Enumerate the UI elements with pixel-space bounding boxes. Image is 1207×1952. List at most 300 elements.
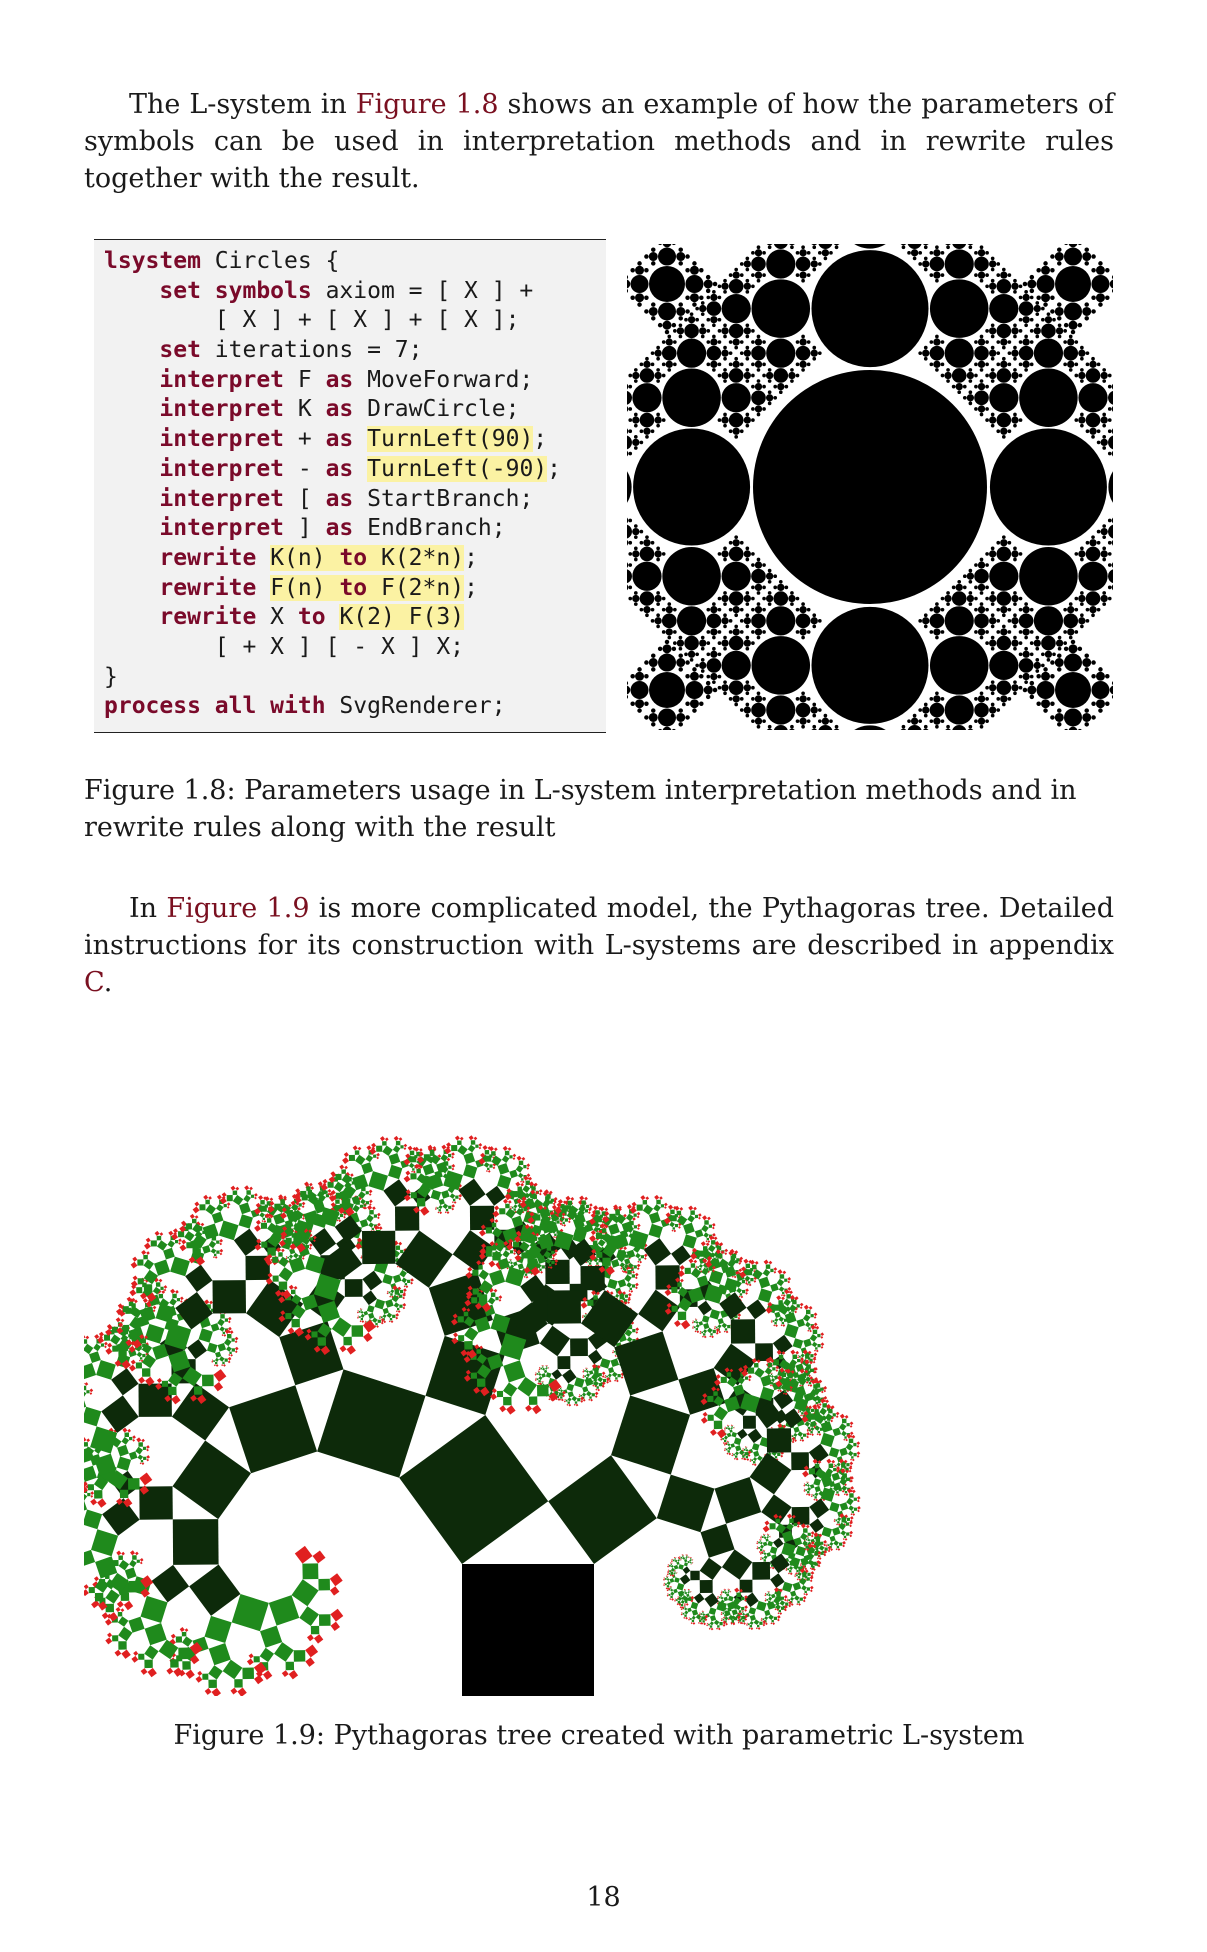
circle-mark <box>913 714 917 718</box>
tree-square <box>586 1370 589 1373</box>
circle-mark <box>989 350 996 357</box>
tree-square <box>180 1297 184 1301</box>
tree-square <box>393 1145 401 1153</box>
circle-mark <box>766 394 773 401</box>
tree-square <box>620 1295 625 1300</box>
circle-mark <box>1041 307 1045 311</box>
tree-square <box>163 1248 175 1260</box>
tree-square <box>216 1241 219 1244</box>
tree-square <box>121 1608 125 1612</box>
tree-square <box>525 1274 527 1276</box>
circle-mark <box>768 245 772 249</box>
tree-square <box>803 1339 812 1348</box>
tree-square <box>458 1179 485 1206</box>
tree-square <box>559 1392 562 1395</box>
tree-square <box>365 1321 366 1322</box>
circle-mark <box>1030 275 1035 280</box>
tree-square <box>618 1279 627 1288</box>
circle-mark <box>746 257 750 261</box>
tree-square <box>692 1322 694 1324</box>
circle-mark <box>941 608 945 612</box>
code-token <box>104 367 159 393</box>
tree-square <box>145 1324 165 1344</box>
circle-mark <box>796 703 811 718</box>
tree-square <box>722 1438 724 1440</box>
circle-mark <box>779 580 783 584</box>
circle-mark <box>634 591 638 595</box>
circle-mark <box>773 591 788 606</box>
tree-square <box>144 1645 158 1659</box>
tree-square <box>182 1661 191 1670</box>
tree-square <box>431 1190 442 1201</box>
circle-mark <box>922 729 929 730</box>
tree-square <box>794 1427 800 1433</box>
tree-square <box>749 1284 752 1287</box>
circle-mark <box>945 695 974 724</box>
circle-mark <box>723 323 727 327</box>
circle-mark <box>1097 363 1101 367</box>
circle-mark <box>701 312 705 316</box>
tree-square <box>734 1458 736 1460</box>
tree-square <box>563 1224 566 1227</box>
circle-mark <box>1043 302 1048 307</box>
tree-square <box>734 1428 735 1429</box>
circle-mark <box>718 652 722 656</box>
tree-square <box>728 1450 730 1452</box>
tree-square <box>219 1221 239 1241</box>
tree-square <box>774 1318 778 1322</box>
tree-square <box>724 1436 728 1440</box>
tree-square <box>846 1443 854 1451</box>
tree-square <box>211 1361 213 1363</box>
circle-mark <box>924 245 928 249</box>
tree-square <box>202 1245 211 1254</box>
tree-square <box>141 1460 143 1462</box>
circle-mark <box>1045 651 1052 658</box>
circle-mark <box>1078 372 1085 379</box>
tree-square <box>605 1208 609 1212</box>
circle-mark <box>757 245 761 249</box>
tree-square <box>541 1381 542 1382</box>
circle-mark <box>757 335 761 339</box>
circle-mark <box>1036 268 1041 273</box>
tree-square <box>803 1314 811 1322</box>
circle-mark <box>734 535 738 539</box>
tree-square <box>102 1498 140 1536</box>
circle-mark <box>1080 547 1084 551</box>
tree-square <box>637 1261 639 1263</box>
circle-mark <box>718 329 722 333</box>
tree-square <box>457 1145 467 1155</box>
circle-mark <box>1013 323 1017 327</box>
tree-square <box>774 1322 776 1324</box>
circle-mark <box>991 547 995 551</box>
tree-square <box>508 1262 510 1264</box>
tree-square <box>400 1290 403 1293</box>
tree-square <box>738 1317 741 1320</box>
circle-mark <box>918 251 922 255</box>
tree-square <box>408 1146 413 1151</box>
circle-mark <box>788 595 795 602</box>
tree-square <box>239 1202 251 1214</box>
circle-mark <box>989 562 1018 591</box>
circle-mark <box>1080 424 1084 428</box>
tree-square <box>187 1339 207 1359</box>
circle-mark <box>1030 340 1034 344</box>
circle-mark <box>935 279 939 283</box>
circle-mark <box>907 244 922 249</box>
tree-square <box>307 1634 314 1641</box>
tree-square <box>403 1307 406 1310</box>
tree-square <box>609 1380 612 1383</box>
tree-square <box>128 1617 144 1633</box>
circle-mark <box>1034 305 1041 312</box>
circle-mark <box>1097 541 1101 545</box>
tree-square <box>751 1459 753 1461</box>
circle-mark <box>812 714 816 718</box>
circle-mark <box>753 370 987 604</box>
circle-mark <box>651 608 655 612</box>
circle-mark <box>812 613 816 617</box>
tree-square <box>224 1334 227 1337</box>
code-keyword: interpret <box>159 426 285 453</box>
circle-mark <box>740 351 744 355</box>
circle-mark <box>1074 630 1078 634</box>
circle-mark <box>1064 244 1069 245</box>
circle-mark <box>974 630 978 634</box>
code-token: TurnLeft(90) <box>367 426 534 453</box>
code-token: ; <box>547 455 561 482</box>
tree-square <box>802 1439 805 1442</box>
circle-mark <box>663 244 672 247</box>
tree-square <box>703 1412 708 1417</box>
circle-mark <box>635 699 644 708</box>
tree-square <box>780 1455 783 1458</box>
circle-mark <box>707 346 722 361</box>
circle-mark <box>985 363 989 367</box>
circle-mark <box>628 597 632 601</box>
circle-mark <box>628 385 632 389</box>
circle-mark <box>746 647 750 651</box>
circle-mark <box>766 244 773 245</box>
tree-square <box>485 1156 491 1162</box>
tree-square <box>723 1442 725 1444</box>
tree-square <box>362 1231 395 1264</box>
tree-square <box>585 1313 586 1314</box>
code-token: X <box>256 604 298 631</box>
tree-square <box>509 1170 518 1179</box>
tree-square <box>440 1154 448 1162</box>
tree-square <box>121 1319 125 1323</box>
tree-square <box>217 1195 222 1200</box>
circle-mark <box>1074 597 1078 601</box>
circle-mark <box>695 318 699 322</box>
tree-square <box>362 1320 365 1323</box>
tree-square <box>472 1270 478 1276</box>
tree-square <box>641 1255 644 1258</box>
tree-square <box>239 1214 254 1228</box>
tree-square <box>399 1415 548 1564</box>
circle-mark <box>751 586 755 590</box>
tree-square <box>310 1237 313 1240</box>
tree-square <box>423 1164 435 1176</box>
tree-square <box>503 1383 517 1397</box>
tree-square <box>451 1152 455 1156</box>
circle-mark <box>662 340 666 344</box>
tree-square <box>399 1295 402 1298</box>
tree-square <box>808 1414 814 1420</box>
circle-mark <box>963 385 967 389</box>
circle-mark <box>807 340 811 344</box>
circle-mark <box>907 725 922 730</box>
circle-mark <box>1024 647 1028 651</box>
tree-square <box>774 1267 778 1271</box>
figure-1-9-link[interactable]: Figure 1.9 <box>166 893 310 924</box>
circle-mark <box>662 614 677 629</box>
circle-mark <box>812 268 816 272</box>
circle-mark <box>685 681 703 699</box>
figure-1-8-link[interactable]: Figure 1.8 <box>355 89 499 120</box>
tree-square <box>369 1190 373 1194</box>
circle-mark <box>933 361 940 368</box>
circle-mark <box>658 323 663 328</box>
circle-mark <box>1102 535 1106 539</box>
circle-mark <box>755 606 762 613</box>
tree-square <box>539 1371 540 1372</box>
tree-square <box>765 1367 773 1375</box>
tree-square <box>228 1357 232 1361</box>
tree-square <box>379 1226 383 1230</box>
tree-square <box>306 1186 311 1191</box>
tree-square <box>135 1552 139 1556</box>
tree-square <box>381 1322 384 1325</box>
tree-square <box>435 1208 437 1210</box>
tree-square <box>206 1204 217 1215</box>
tree-square <box>141 1668 148 1675</box>
circle-mark <box>835 245 839 249</box>
circle-mark <box>627 405 628 412</box>
circle-mark <box>1091 254 1096 258</box>
tree-square <box>783 1294 786 1297</box>
tree-square <box>821 1332 825 1336</box>
appendix-c-link[interactable]: C <box>84 967 104 998</box>
tree-square <box>677 1211 682 1216</box>
circle-mark <box>974 374 978 378</box>
tree-square <box>342 1199 351 1207</box>
circle-mark <box>911 718 918 725</box>
tree-square <box>623 1246 627 1250</box>
tree-square <box>703 1333 705 1335</box>
tree-square <box>499 1208 505 1214</box>
tree-square <box>608 1223 620 1235</box>
tree-square <box>787 1277 791 1281</box>
tree-square <box>629 1290 631 1292</box>
code-keyword: as <box>325 485 354 512</box>
tree-square <box>694 1326 696 1328</box>
circle-mark <box>751 363 755 367</box>
circle-mark <box>755 628 762 635</box>
tree-square <box>396 1141 401 1146</box>
tree-square <box>819 1433 822 1436</box>
circle-mark <box>1112 383 1113 390</box>
circle-mark <box>818 619 822 623</box>
circle-mark <box>935 636 939 640</box>
tree-square <box>95 1556 117 1578</box>
circle-mark <box>762 385 766 389</box>
circle-mark <box>755 383 762 390</box>
tree-square <box>437 1207 439 1209</box>
tree-square <box>724 1449 726 1451</box>
tree-square <box>789 1304 797 1312</box>
tree-square <box>87 1493 90 1496</box>
circle-mark <box>632 372 639 379</box>
circle-mark <box>640 429 644 433</box>
circle-mark <box>1043 261 1048 266</box>
circle-mark <box>729 697 733 701</box>
circle-mark <box>1037 681 1055 699</box>
tree-square <box>376 1146 382 1152</box>
tree-square <box>808 1384 810 1386</box>
tree-square <box>546 1372 552 1378</box>
circle-mark <box>1089 428 1096 435</box>
tree-square <box>281 1249 285 1253</box>
circle-mark <box>644 660 649 665</box>
code-token <box>104 575 159 601</box>
tree-square <box>215 1362 217 1364</box>
circle-mark <box>718 340 722 344</box>
circle-mark <box>1112 450 1113 457</box>
circle-mark <box>1101 416 1108 423</box>
tree-square <box>624 1258 630 1264</box>
circle-mark <box>790 379 794 383</box>
circle-mark <box>662 418 666 422</box>
tree-square <box>101 1343 104 1346</box>
circle-mark <box>665 330 670 335</box>
tree-square <box>448 1166 451 1169</box>
circle-mark <box>718 284 722 288</box>
tree-square <box>586 1369 587 1370</box>
tree-square <box>488 1297 496 1305</box>
tree-square <box>768 1363 773 1368</box>
tree-square <box>193 1207 200 1214</box>
tree-square <box>509 1155 512 1158</box>
circle-mark <box>649 672 685 708</box>
tree-square <box>681 1320 690 1330</box>
code-line <box>104 544 606 574</box>
tree-square <box>543 1365 544 1366</box>
circle-mark <box>978 561 985 568</box>
tree-square <box>491 1293 496 1298</box>
circle-mark <box>969 580 973 584</box>
circle-mark <box>1011 595 1018 602</box>
tree-square <box>209 1241 217 1249</box>
tree-square <box>772 1305 778 1311</box>
tree-square <box>605 1375 607 1376</box>
tree-square <box>815 1347 817 1349</box>
circle-mark <box>996 630 1000 634</box>
circle-mark <box>676 658 685 667</box>
circle-mark <box>833 729 840 730</box>
circle-mark <box>672 323 677 328</box>
tree-square <box>358 1147 362 1151</box>
circle-mark <box>677 639 684 646</box>
tree-square <box>814 1313 818 1317</box>
tree-square <box>118 1616 128 1626</box>
tree-square <box>814 1353 818 1357</box>
circle-mark <box>643 428 650 435</box>
tree-square <box>746 1449 749 1452</box>
tree-square <box>502 1155 510 1163</box>
circle-mark <box>627 539 628 546</box>
tree-square <box>727 1441 728 1442</box>
tree-square <box>491 1151 496 1156</box>
tree-square <box>260 1200 265 1205</box>
circle-mark <box>701 658 705 662</box>
tree-square <box>143 1447 146 1450</box>
tree-square <box>220 1253 223 1256</box>
circle-mark <box>667 368 671 372</box>
circle-mark <box>1078 350 1085 357</box>
tree-square <box>452 1201 454 1203</box>
code-token: + <box>284 426 326 453</box>
tree-square <box>508 1147 512 1151</box>
tree-square <box>771 1374 772 1375</box>
tree-square <box>399 1305 402 1308</box>
code-token <box>104 545 159 571</box>
tree-square <box>366 1145 371 1150</box>
tree-square <box>665 1289 672 1296</box>
circle-mark <box>1080 368 1084 372</box>
circle-mark <box>722 562 751 591</box>
tree-square <box>167 1240 175 1248</box>
circle-mark <box>1052 318 1056 322</box>
circle-mark <box>812 607 929 724</box>
tree-square <box>811 1314 814 1317</box>
circle-mark <box>627 450 628 457</box>
tree-square <box>131 1656 138 1663</box>
tree-square <box>209 1643 231 1665</box>
circle-mark <box>1097 530 1101 534</box>
circle-mark <box>649 307 658 316</box>
circle-mark <box>640 368 655 383</box>
circle-mark <box>627 681 628 686</box>
circle-mark <box>996 619 1000 623</box>
tree-square <box>797 1304 800 1307</box>
circle-mark <box>710 606 717 613</box>
tree-square <box>689 1258 694 1263</box>
tree-square <box>110 1334 121 1345</box>
circle-mark <box>952 385 956 389</box>
tree-square <box>809 1444 829 1464</box>
intro-paragraph: The L-system in Figure 1.8 shows an example of how the parameters of symbols can be used in interpretation methods and in rewrite rules together with the result. <box>84 89 1114 194</box>
tree-square <box>608 1373 612 1377</box>
code-line <box>104 633 606 663</box>
tree-square <box>718 1331 721 1334</box>
circle-mark <box>1019 641 1023 645</box>
tree-square <box>405 1283 407 1285</box>
circle-mark <box>1069 602 1073 606</box>
circle-mark <box>989 617 996 624</box>
circle-mark <box>812 245 816 249</box>
tree-square <box>446 1209 448 1211</box>
circle-mark <box>1019 340 1023 344</box>
code-token: MoveForward; <box>353 366 534 393</box>
circle-mark <box>1013 680 1017 684</box>
circle-mark <box>627 584 628 591</box>
tree-square <box>710 1333 712 1335</box>
tree-square <box>577 1398 580 1401</box>
tree-square <box>716 1327 718 1329</box>
